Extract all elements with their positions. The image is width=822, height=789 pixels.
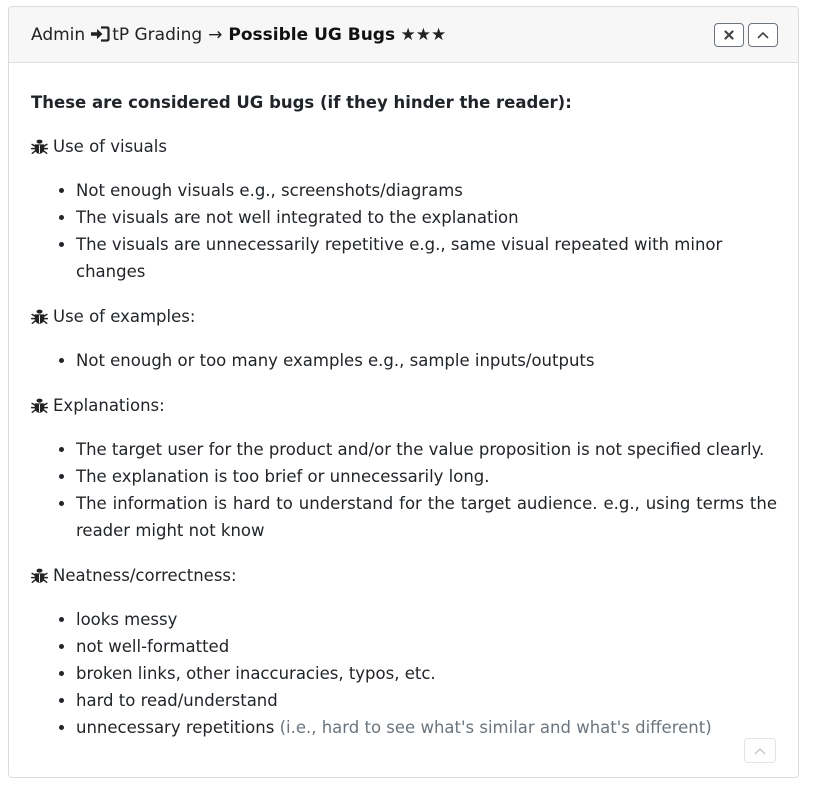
section-title-label: Use of examples: — [53, 307, 196, 326]
chevron-up-icon — [757, 31, 769, 39]
section-title-label: Explanations: — [53, 396, 165, 415]
list-item: • broken links, other inaccuracies, typos, etc. — [76, 660, 777, 687]
bug-icon — [31, 308, 48, 325]
rating-stars: ★★★ — [400, 24, 447, 45]
list-item: • hard to read/understand — [76, 687, 777, 714]
close-icon — [724, 30, 734, 40]
chevron-up-icon — [754, 747, 766, 755]
section-title-visuals — [31, 133, 777, 160]
bug-icon — [31, 567, 48, 584]
bug-icon — [31, 138, 48, 155]
panel-body — [9, 63, 798, 741]
neatness-list — [31, 606, 777, 741]
list-item: • looks messy — [76, 606, 777, 633]
collapse-button[interactable] — [748, 23, 778, 47]
breadcrumb — [31, 25, 446, 45]
examples-list — [31, 347, 777, 374]
section-title-label: Use of visuals — [53, 137, 167, 156]
list-item: • Not enough visuals e.g., screenshots/diagrams — [76, 177, 777, 204]
list-item: • The visuals are unnecessarily repetitive e.g., same visual repeated with minor changes — [76, 231, 777, 285]
list-item-note: (i.e., hard to see what's similar and what's different) — [279, 718, 712, 737]
panel-header — [9, 7, 798, 63]
panel-card — [8, 6, 799, 778]
footer-collapse-button[interactable] — [744, 738, 776, 763]
page-title: Possible UG Bugs — [228, 24, 396, 45]
section-title-label: Neatness/correctness: — [53, 566, 237, 585]
section-title-neatness — [31, 562, 777, 589]
list-item: • The visuals are not well integrated to the explanation — [76, 204, 777, 231]
breadcrumb-arrow: → — [208, 24, 223, 45]
intro-text: These are considered UG bugs (if they hinder the reader): — [31, 93, 572, 112]
bug-icon — [31, 397, 48, 414]
sign-in-icon — [90, 26, 110, 42]
section-title-explanations — [31, 392, 777, 419]
list-item: • not well-formatted — [76, 633, 777, 660]
visuals-list — [31, 177, 777, 285]
list-item: • Not enough or too many examples e.g., sample inputs/outputs — [76, 347, 777, 374]
list-item: • The information is hard to understand for the target audience. e.g., using terms the reader might not know — [76, 490, 777, 544]
list-item-text: unnecessary repetitions — [76, 718, 275, 737]
list-item: • The explanation is too brief or unnecessarily long. — [76, 463, 777, 490]
breadcrumb-tp-grading: tP Grading — [112, 24, 203, 45]
breadcrumb-admin: Admin — [31, 24, 86, 45]
list-item: • The target user for the product and/or the value proposition is not specified clearly. — [76, 436, 777, 463]
section-title-examples — [31, 303, 777, 330]
close-button[interactable] — [714, 23, 744, 47]
header-buttons — [714, 23, 778, 47]
list-item — [76, 714, 777, 741]
explanations-list — [31, 436, 777, 544]
